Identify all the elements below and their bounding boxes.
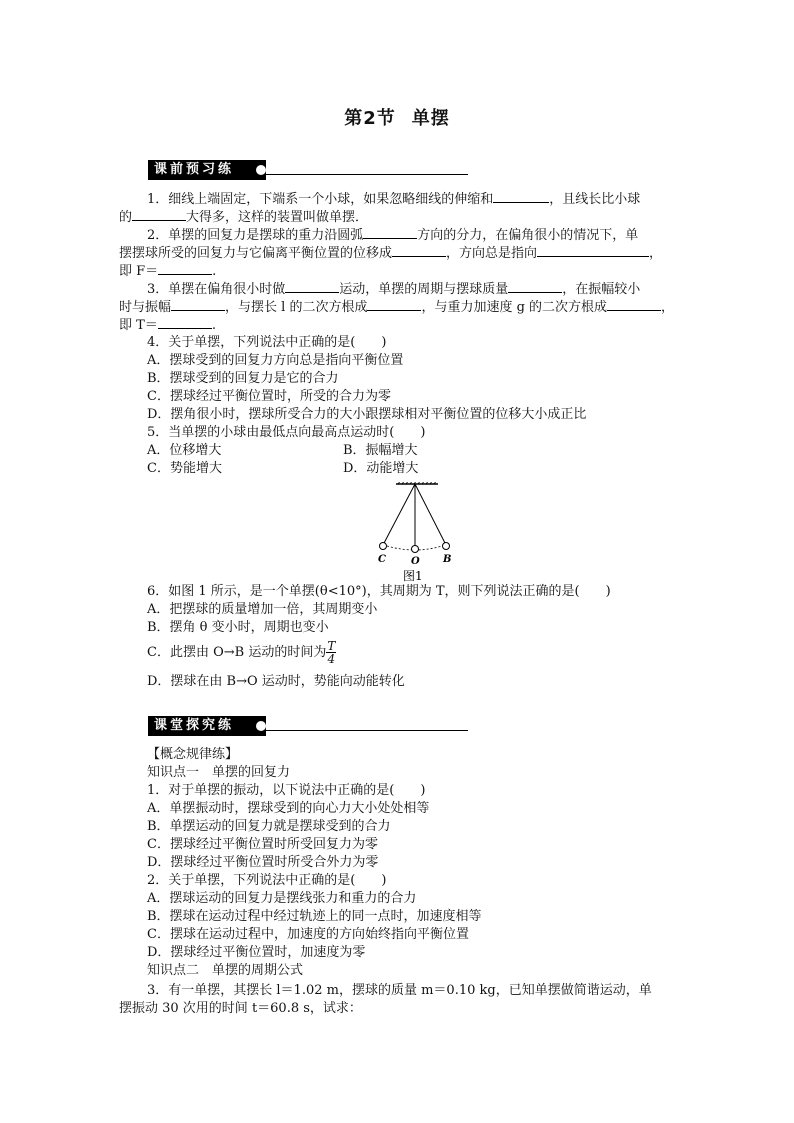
- preview-q6-option-a: A．把摆球的质量增加一倍，其周期变小: [147, 602, 378, 617]
- explore-q1-option-b: B．单摆运动的回复力就是摆球受到的合力: [147, 819, 391, 834]
- preview-q5: 5．当单摆的小球由最低点向最高点运动时( ): [147, 425, 426, 440]
- string-left: [383, 484, 415, 545]
- preview-q5-option-b: B．振幅增大: [343, 443, 418, 458]
- section-rule: [266, 730, 468, 731]
- blank: [493, 190, 549, 203]
- preview-q3-line2: 时与振幅 ，与摆长 l 的二次方根成 ，与重力加速度 g 的二次方根成 ，: [119, 300, 675, 315]
- preview-q5-option-a: A．位移增大: [147, 443, 222, 458]
- preview-q3-line3: 即 T＝ .: [119, 318, 216, 333]
- section-header-explore: [148, 716, 468, 736]
- blank: [158, 262, 212, 275]
- preview-q4: 4．关于单摆，下列说法中正确的是( ): [147, 335, 387, 350]
- preview-q6-option-b: B．摆角 θ 变小时，周期也变小: [147, 620, 329, 635]
- preview-q6: 6．如图 1 所示，是一个单摆(θ<10°)，其周期为 T，则下列说法正确的是( ): [147, 584, 611, 599]
- label-b: B: [443, 554, 452, 565]
- blank: [158, 316, 212, 329]
- section-number: 第2节: [344, 108, 396, 129]
- label-o: O: [411, 556, 420, 567]
- blank: [367, 298, 421, 311]
- preview-q4-option-a: A．摆球受到的回复力方向总是指向平衡位置: [147, 353, 404, 368]
- section-rule: [266, 174, 468, 175]
- knowledge-point-1: 知识点一 单摆的回复力: [147, 765, 291, 780]
- explore-q1-option-d: D．摆球经过平衡位置时所受合外力为零: [147, 855, 379, 870]
- section-label: 课堂探究练: [148, 716, 266, 736]
- explore-q1-option-a: A．单摆振动时，摆球受到的向心力大小处处相等: [147, 801, 430, 816]
- bob-o: [412, 546, 419, 553]
- preview-q5-option-d: D．动能增大: [343, 461, 419, 476]
- preview-q2-line1: 2．单摆的回复力是摆球的重力沿圆弧 方向的分力，在偏角很小的情况下，单: [147, 228, 639, 243]
- bob-c: [380, 543, 387, 550]
- explore-tag: 【概念规律练】: [147, 747, 239, 762]
- label-c: C: [378, 554, 386, 565]
- string-right: [415, 484, 446, 545]
- blank: [508, 280, 562, 293]
- fraction-t-over-4: $\frac{T}{4}$: [327, 639, 336, 666]
- explore-q2-option-a: A．摆球运动的回复力是摆线张力和重力的合力: [147, 891, 417, 906]
- figure-caption: 图1: [403, 569, 423, 582]
- explore-q2-option-b: B．摆球在运动过程中经过轨迹上的同一点时，加速度相等: [147, 909, 482, 924]
- preview-q4-option-c: C．摆球经过平衡位置时，所受的合力为零: [147, 389, 391, 404]
- explore-q2-option-c: C．摆球在运动过程中，加速度的方向始终指向平衡位置: [147, 927, 469, 942]
- pendulum-figure: [370, 482, 470, 582]
- preview-q2-line3: 即 F＝ .: [119, 264, 217, 279]
- bob-b: [443, 543, 450, 550]
- section-label: 课前预习练: [148, 160, 266, 180]
- blank: [537, 244, 649, 257]
- preview-q4-option-d: D．摆角很小时，摆球所受合力的大小跟摆球相对平衡位置的位移大小成正比: [147, 407, 587, 422]
- explore-q2-option-d: D．摆球经过平衡位置时，加速度为零: [147, 945, 366, 960]
- explore-q3-line2: 摆振动 30 次用的时间 t＝60.8 s，试求：: [119, 1001, 362, 1016]
- preview-q5-option-c: C．势能增大: [147, 461, 222, 476]
- blank: [392, 244, 446, 257]
- page-title: [0, 104, 794, 130]
- preview-q2-line2: 摆摆球所受的回复力与它偏离平衡位置的位移成 ，方向总是指向 ，: [119, 246, 663, 261]
- section-header-preview: [148, 160, 468, 180]
- blank: [285, 280, 339, 293]
- explore-q1-option-c: C．摆球经过平衡位置时所受回复力为零: [147, 837, 378, 852]
- blank: [363, 226, 417, 239]
- preview-q6-option-d: D．摆球在由 B→O 运动时，势能向动能转化: [147, 674, 405, 689]
- bullet-dot-icon: [256, 165, 266, 175]
- preview-q3-line1: 3．单摆在偏角很小时做 运动，单摆的周期与摆球质量 ，在振幅较小: [147, 282, 641, 297]
- explore-q2: 2．关于单摆，下列说法中正确的是( ): [147, 873, 387, 888]
- bullet-dot-icon: [256, 721, 266, 731]
- blank: [132, 208, 186, 221]
- knowledge-point-2: 知识点二 单摆的周期公式: [147, 963, 304, 978]
- blank: [607, 298, 661, 311]
- explore-q1: 1．对于单摆的振动，以下说法中正确的是( ): [147, 783, 426, 798]
- preview-q1-line2: 的 大得多，这样的装置叫做单摆．: [119, 210, 369, 225]
- explore-q3-line1: 3．有一单摆，其摆长 l＝1.02 m，摆球的质量 m＝0.10 kg，已知单摆做简谐运动，单: [147, 983, 652, 998]
- section-name: 单摆: [411, 108, 450, 129]
- preview-q6-option-c: C．此摆由 O→B 运动的时间为 $\frac{T}{4}$: [147, 639, 336, 666]
- preview-q1-line1: 1．细线上端固定，下端系一个小球，如果忽略细线的伸缩和 ，且线长比小球: [147, 192, 641, 207]
- preview-q4-option-b: B．摆球受到的回复力是它的合力: [147, 371, 339, 386]
- blank: [171, 298, 225, 311]
